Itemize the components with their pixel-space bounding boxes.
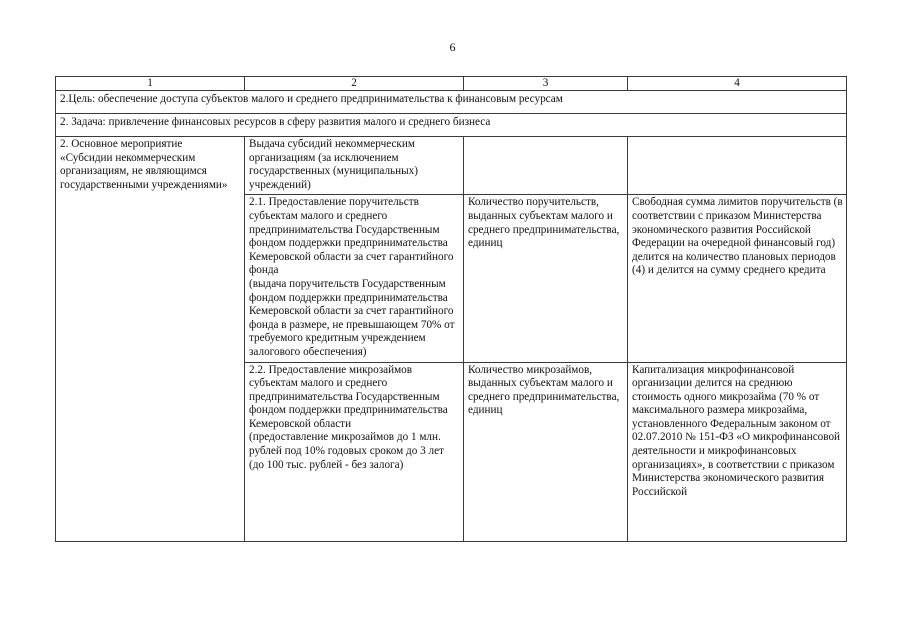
column-number: 1 bbox=[56, 77, 245, 91]
indicator-cell bbox=[464, 362, 628, 541]
goal-row bbox=[56, 91, 847, 114]
method-cell bbox=[628, 362, 847, 541]
measure-cell: 2.1. Предоставление поручительств субъектам малого и среднего предпринимательства Государственным фондом поддержки предпринимательства Кемеровской области за счет гарантийного фонда (выдача поручительств Государственным фондом поддержки предпринимательства Кемеровской области за счет гарантийного фонда в размере, не превышающем 70% от требуемого кредитным учреждением залогового обеспечения) bbox=[245, 195, 464, 362]
table-row bbox=[56, 137, 847, 195]
main-event-name: 2. Основное мероприятие «Субсидии некоммерческим организациям, не являющимся государственными учреждениями» bbox=[56, 137, 245, 542]
column-number: 2 bbox=[245, 77, 464, 91]
method-cell: Свободная сумма лимитов поручительств (в соответствии с приказом Министерства экономического развития Российской Федерации на очередной финансовый год) делится на количество плановых периодов (4) и делится на сумму среднего кредита bbox=[628, 195, 847, 362]
column-number-row bbox=[56, 77, 847, 91]
indicator-cell: Количество поручительств, выданных субъектам малого и среднего предпринимательства, единиц bbox=[464, 195, 628, 362]
empty-cell bbox=[628, 137, 847, 195]
goal-text: 2.Цель: обеспечение доступа субъектов малого и среднего предпринимательства к финансовым ресурсам bbox=[56, 91, 847, 114]
measure-cell bbox=[245, 362, 464, 541]
method-text: Капитализация микрофинансовой организации делится на среднюю стоимость одного микрозайма (70 % от максимального размера микрозайма, установленного Федеральным законом от 02.07.2010 № 151-ФЗ «О микрофинансовой деятельности и микрофинансовых организациях», в соответствии с приказом Министерства экономического развития Российской bbox=[632, 363, 841, 498]
task-text: 2. Задача: привлечение финансовых ресурсов в сферу развития малого и среднего бизнеса bbox=[56, 114, 847, 137]
column-number: 4 bbox=[628, 77, 847, 91]
task-row bbox=[56, 114, 847, 137]
column-number: 3 bbox=[464, 77, 628, 91]
page-number: 6 bbox=[449, 40, 456, 54]
measure-text: 2.2. Предоставление микрозаймов субъектам малого и среднего предпринимательства Государственным фондом поддержки предпринимательства Кемеровской области (предоставление микрозаймов до 1 млн. рублей под 10% годовых сроком до 3 лет (до 100 тыс. рублей - без залога) bbox=[249, 363, 448, 471]
main-event-description: Выдача субсидий некоммерческим организациям (за исключением государственных (муниципальных) учреждений) bbox=[245, 137, 464, 195]
indicator-text: Количество микрозаймов, выданных субъектам малого и среднего предпринимательства, единиц bbox=[468, 363, 620, 417]
program-table bbox=[55, 76, 847, 542]
empty-cell bbox=[464, 137, 628, 195]
